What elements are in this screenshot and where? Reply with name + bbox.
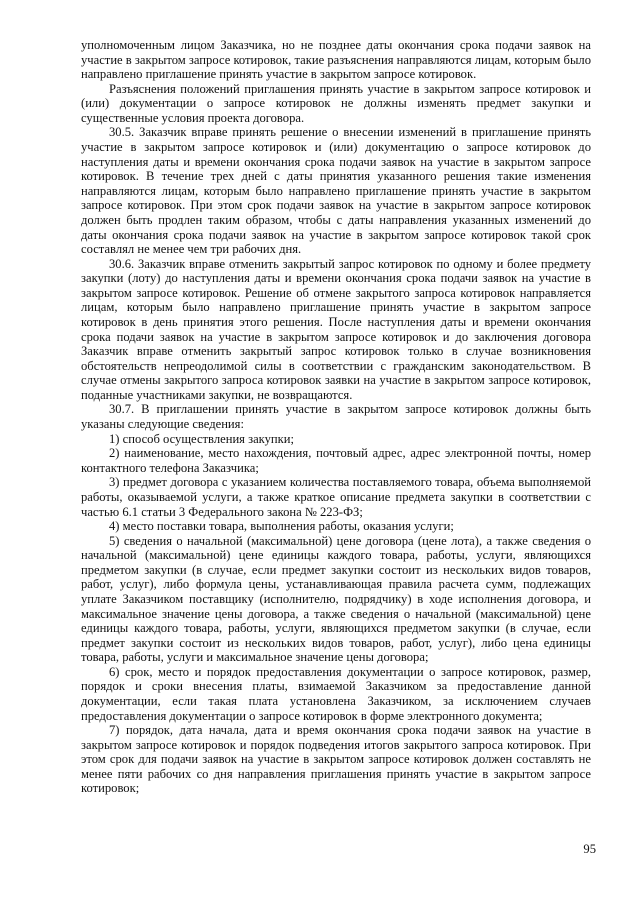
list-item: 5) сведения о начальной (максимальной) цене договора (цене лота), а также сведения о начальной (максимальной) цене единицы каждого товара, работы, услуги, являющихся предметом закупки (в случае, если предмет закупки состоит из нескольких видов товаров, работ, услуг), либо формула цены, устанавливающая правила расчета сумм, подлежащих уплате Заказчиком поставщику (исполнителю, подрядчику) в ходе исполнения договора, и максимальное значение цены договора, а также сведения о начальной (максимальной) цене единицы каждого товара, работы, услуги, являющихся предметом закупки (в случае, если предмет закупки состоит из нескольких видов товаров, работ, услуг), либо цена единицы товара, работы, услуги и максимальное значение цены договора;	[81, 533, 591, 665]
paragraph: Разъяснения положений приглашения принять участие в закрытом запросе котировок и (или) документации о запросе котировок не должны изменять предмет закупки и существенные условия проекта договора.	[81, 81, 591, 125]
paragraph-section-30-7: 30.7. В приглашении принять участие в закрытом запросе котировок должны быть указаны следующие сведения:	[81, 402, 591, 432]
list-item: 1) способ осуществления закупки;	[109, 431, 295, 446]
paragraph-section-30-5: 30.5. Заказчик вправе принять решение о внесении изменений в приглашение принять участие в закрытом запросе котировок и (или) документацию о запросе котировок до наступления даты и времени окончания срока подачи заявок на участие в закрытом запросе котировок. В течение трех дней с даты принятия указанного решения такие изменения направляются лицам, которым было направлено приглашение принять участие в закрытом запросе котировок. При этом срок подачи заявок на участие в закрытом запросе котировок должен быть продлен таким образом, чтобы с даты направления указанных изменений до даты окончания срока подачи заявок на участие в закрытом запросе котировок такой срок составлял не менее чем три рабочих дня.	[81, 125, 591, 257]
list-item: 3) предмет договора с указанием количества поставляемого товара, объема выполняемой работы, оказываемой услуги, а также краткое описание предмета закупки в соответствии с частью 6.1 статьи 3 Федерального закона № 223-ФЗ;	[81, 475, 591, 519]
list-item: 6) срок, место и порядок предоставления документации о запросе котировок, размер, порядок и сроки внесения платы, взимаемой Заказчиком за предоставление данной документации, если такая плата установлена Заказчиком, за исключением случаев предоставления документации о запросе котировок в форме электронного документа;	[81, 664, 591, 723]
paragraph: уполномоченным лицом Заказчика, но не позднее даты окончания срока подачи заявок на участие в закрытом запросе котировок, такие разъяснения направляются лицам, которым было направлено приглашение принять участие в закрытом запросе котировок.	[81, 38, 591, 82]
document-body	[81, 38, 591, 796]
list-item: 4) место поставки товара, выполнения работы, оказания услуги;	[109, 519, 454, 534]
paragraph-section-30-6: 30.6. Заказчик вправе отменить закрытый запрос котировок по одному и более предмету закупки (лоту) до наступления даты и времени окончания срока подачи заявок на участие в закрытом запросе котировок. Решение об отмене закрытого запроса котировок направляется лицам, которым было направлено приглашение принять участие в закрытом запросе котировок в день принятия этого решения. После наступления даты и времени окончания срока подачи заявок на участие в закрытом запросе котировок и до заключения договора Заказчик вправе отменить закрытый запрос котировок только в случае возникновения обстоятельств непреодолимой силы в соответствии с гражданским законодательством. В случае отмены закрытого запроса котировок заявки на участие в закрытом запросе котировок, поданные участниками закупки, не возвращаются.	[81, 256, 591, 402]
list-item: 2) наименование, место нахождения, почтовый адрес, адрес электронной почты, номер контактного телефона Заказчика;	[81, 446, 591, 475]
list-item: 7) порядок, дата начала, дата и время окончания срока подачи заявок на участие в закрытом запросе котировок и порядок подведения итогов закрытого запроса котировок. При этом срок для подачи заявок на участие в закрытом запросе котировок должен составлять не менее пяти рабочих со дня направления приглашения принять участие в закрытом запросе котировок;	[81, 723, 591, 796]
page-number: 95	[583, 842, 596, 856]
